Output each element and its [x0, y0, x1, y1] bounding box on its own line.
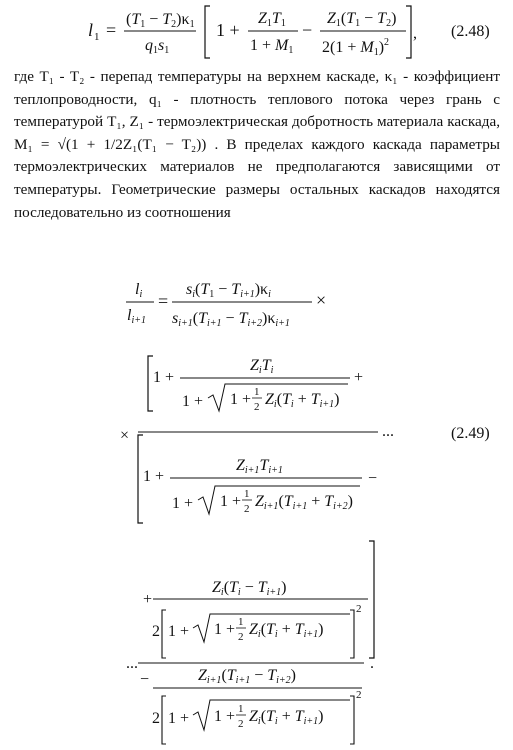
svg-text:1 +: 1 + [172, 495, 194, 512]
svg-text:1: 1 [238, 703, 244, 715]
svg-text:2: 2 [152, 623, 160, 640]
svg-text:1: 1 [238, 616, 244, 628]
svg-text:Zi(Ti − Ti+1): Zi(Ti − Ti+1) [212, 579, 287, 598]
svg-text:Zi(Ti + Ti+1): Zi(Ti + Ti+1) [249, 708, 324, 727]
svg-text:2: 2 [238, 718, 244, 730]
svg-text:1 +: 1 + [230, 391, 252, 408]
svg-text:li+1: li+1 [127, 307, 146, 326]
svg-text:Z1(T1 − T2): Z1(T1 − T2) [327, 10, 397, 29]
equation-2-48 [0, 0, 513, 62]
svg-text:2: 2 [356, 603, 362, 615]
svg-text:Zi+1Ti+1: Zi+1Ti+1 [236, 457, 283, 476]
svg-text:1: 1 [94, 31, 100, 43]
equation-number: (2.48) [451, 23, 490, 40]
svg-text:=: = [106, 20, 117, 40]
svg-text:1 +: 1 + [182, 393, 204, 410]
svg-text:1 +: 1 + [216, 20, 240, 40]
svg-text:2(1 + M1)2: $2(1 + M1)^2$ [322, 37, 390, 58]
svg-text:2: 2 [244, 503, 250, 515]
svg-text:(T1 − T2)κ1: (T1 − T2)κ1 [126, 11, 195, 30]
svg-text:−: − [140, 671, 150, 688]
svg-text:1 +: 1 + [168, 623, 190, 640]
svg-text:2: 2 [238, 631, 244, 643]
svg-text:li: li [135, 281, 143, 300]
svg-text:si(T1 − Ti+1)κi: si(T1 − Ti+1)κi [186, 281, 271, 300]
svg-text:l: l [88, 20, 94, 40]
svg-text:.: . [370, 655, 374, 672]
svg-text:1 +: 1 + [214, 621, 236, 638]
svg-text:si+1(Ti+1 − Ti+2)κi+1: si+1(Ti+1 − Ti+2)κi+1 [172, 310, 290, 329]
svg-text:1 + M1: 1 + M1 [250, 37, 294, 56]
equation-2-49 [0, 268, 513, 748]
svg-text:×: × [316, 290, 327, 310]
svg-text:Z1T1: Z1T1 [258, 10, 286, 29]
svg-text:+: + [143, 591, 153, 608]
svg-text:Zi(Ti + Ti+1): Zi(Ti + Ti+1) [265, 391, 340, 410]
svg-text:Zi+1(Ti+1 + Ti+2): Zi+1(Ti+1 + Ti+2) [255, 493, 353, 512]
svg-text:2: 2 [254, 401, 260, 413]
svg-text:ZiTi: ZiTi [250, 357, 274, 376]
svg-text:...: ... [382, 423, 394, 440]
svg-text:Zi+1(Ti+1 − Ti+2): Zi+1(Ti+1 − Ti+2) [198, 667, 296, 686]
svg-text:q1s1: q1s1 [145, 37, 170, 56]
svg-text:1 +: 1 + [168, 710, 190, 727]
svg-text:+: + [354, 369, 364, 386]
svg-text:1 +: 1 + [153, 369, 175, 386]
svg-text:2: 2 [356, 689, 362, 701]
svg-text:1: 1 [244, 488, 250, 500]
svg-text:1: 1 [254, 386, 260, 398]
svg-text:−: − [368, 470, 378, 487]
svg-text:...: ... [126, 655, 138, 672]
body-paragraph: где T₁ - T₂ - перепад температуры на верхнем каскаде, κ₁ - коэффициент теплопроводности, q₁ - плотность теплового потока через грань с температурой T₁, Z₁ - термоэлектрическая добротность материала каскада, M₁ = √(1 + 1/2Z₁(T₁ − T₂)) . В пределах каждого каскада параметры термоэлектрических материалов не предполагаются зависящими от температуры. Геометрические размеры остальных каскадов находятся последовательно из соотношения [14, 68, 500, 221]
svg-text:,: , [413, 25, 417, 42]
svg-text:×: × [120, 427, 130, 444]
svg-text:−: − [302, 20, 313, 40]
svg-text:1 +: 1 + [143, 468, 165, 485]
svg-text:1 +: 1 + [220, 493, 242, 510]
svg-text:1 +: 1 + [214, 708, 236, 725]
svg-text:Zi(Ti + Ti+1): Zi(Ti + Ti+1) [249, 621, 324, 640]
svg-text:2: 2 [152, 710, 160, 727]
svg-text:=: = [158, 291, 169, 311]
equation-number: (2.49) [451, 425, 490, 442]
